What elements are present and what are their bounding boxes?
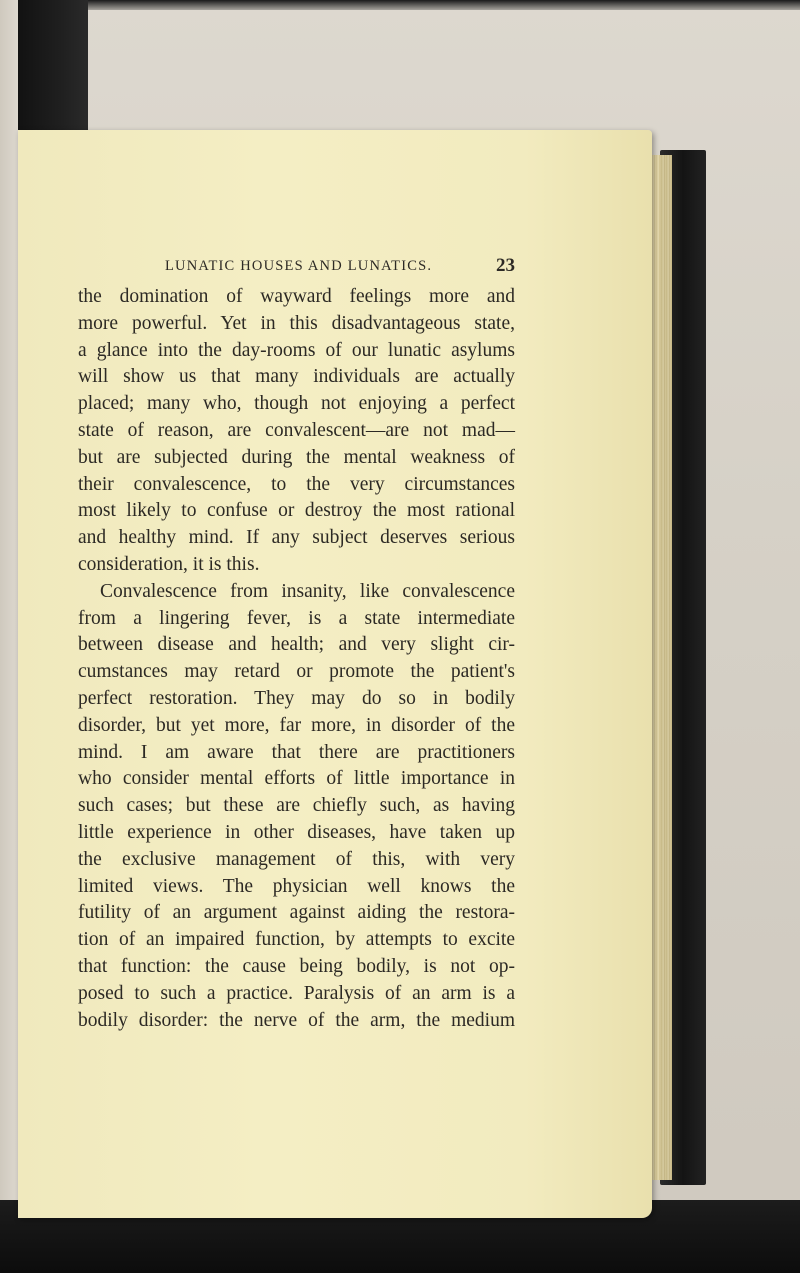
text-line: limited views. The physician well knows the (78, 875, 515, 897)
text-line: their convalescence, to the very circumstances (78, 473, 515, 495)
text-line: posed to such a practice. Paralysis of an arm is a (78, 982, 515, 1004)
text-line: perfect restoration. They may do so in bodily (78, 687, 515, 709)
text-line: the exclusive management of this, with very (78, 848, 515, 870)
text-line: little experience in other diseases, have taken up (78, 821, 515, 843)
text-line: that function: the cause being bodily, is not op- (78, 955, 515, 977)
text-line: mind. I am aware that there are practitioners (78, 741, 515, 763)
text-line: bodily disorder: the nerve of the arm, the medium (78, 1009, 515, 1031)
text-line: more powerful. Yet in this disadvantageous state, (78, 312, 515, 334)
text-line: from a lingering fever, is a state intermediate (78, 607, 515, 629)
text-line: state of reason, are convalescent—are not mad— (78, 419, 515, 441)
text-line: a glance into the day-rooms of our lunatic asylums (78, 339, 515, 361)
top-shadow-band (0, 0, 800, 10)
page-number: 23 (496, 255, 515, 276)
text-line: but are subjected during the mental weakness of (78, 446, 515, 468)
text-line: disorder, but yet more, far more, in disorder of the (78, 714, 515, 736)
text-line: futility of an argument against aiding the restora- (78, 902, 515, 924)
body-text (78, 284, 515, 1034)
text-line: the domination of wayward feelings more and (78, 286, 515, 307)
text-line: will show us that many individuals are actually (78, 366, 515, 388)
text-line: who consider mental efforts of little importance in (78, 768, 515, 790)
text-line: such cases; but these are chiefly such, as having (78, 795, 515, 817)
text-line: tion of an impaired function, by attempts to excite (78, 929, 515, 951)
text-line: between disease and health; and very slight cir- (78, 634, 515, 656)
text-line: most likely to confuse or destroy the most rational (78, 500, 515, 522)
text-line-paragraph-start: Convalescence from insanity, like convalescence (100, 580, 515, 602)
text-line: placed; many who, though not enjoying a perfect (78, 393, 515, 415)
book-cover-corner (18, 0, 88, 130)
text-line-paragraph-end: consideration, it is this. (78, 553, 260, 575)
running-header (165, 255, 515, 280)
text-line: and healthy mind. If any subject deserves serious (78, 527, 515, 549)
running-title: LUNATIC HOUSES AND LUNATICS. (165, 258, 433, 274)
text-line: cumstances may retard or promote the patient's (78, 661, 515, 683)
left-margin-area (0, 0, 18, 1273)
